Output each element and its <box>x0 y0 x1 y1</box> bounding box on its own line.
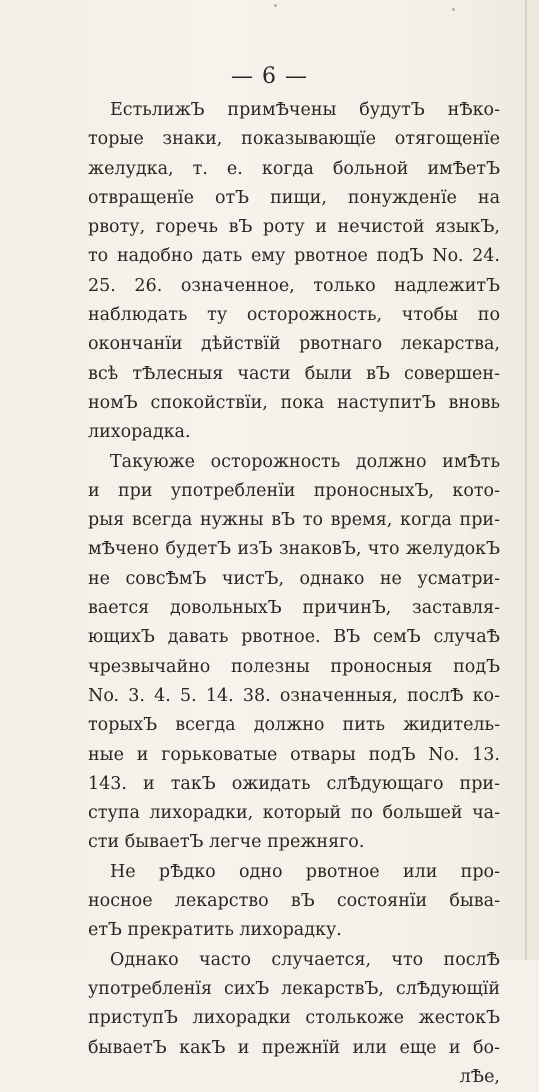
text-line: лѢе, <box>459 1066 500 1087</box>
text-line: наблюдать ту осторожность, чтобы по <box>88 305 500 326</box>
text-line: вается довольныхЪ причинЪ, заставля- <box>88 598 500 619</box>
text-line: окончанїи дѣйствїй рвотнаго лекарства, <box>88 334 500 355</box>
text-line: ные и горьковатые отвары подЪ No. 13. <box>88 744 500 765</box>
text-line: торыхЪ всегда должно пить жидитель- <box>88 715 500 736</box>
paper-speck <box>452 8 455 11</box>
text-line: Не рѢдко одно рвотное или про- <box>110 861 500 882</box>
text-line: ступа лихорадки, который по большей ча- <box>88 803 500 824</box>
body-text <box>88 96 500 1092</box>
text-line: то надобно дать ему рвотное подЪ No. 24. <box>88 246 500 267</box>
text-line: номЪ спокойствїи, пока наступитЪ вновь <box>88 392 500 413</box>
paper-speck <box>274 4 277 7</box>
text-line: 143. и такЪ ожидать слѢдующаго при- <box>88 773 500 794</box>
page-number: — 6 — <box>231 64 308 89</box>
text-line: рыя всегда нужны вЪ то время, когда при- <box>88 510 500 531</box>
text-line: торые знаки, показывающїе отягощенїе <box>88 129 500 150</box>
text-line: лихорадка. <box>88 422 191 443</box>
text-line: етЪ прекратить лихорадку. <box>88 920 342 941</box>
page-edge <box>525 0 527 960</box>
text-line: всѣ тѢлесныя части были вЪ совершен- <box>88 363 500 384</box>
text-line: чрезвычайно полезны проносныя подЪ <box>88 656 500 677</box>
text-line: отвращенїе отЪ пищи, понужденїе на <box>88 187 500 208</box>
text-line: не совсѢмЪ чистЪ, однако не усматри- <box>88 568 500 589</box>
text-line: сти бываетЪ легче прежняго. <box>88 832 365 853</box>
text-line: употребленїя сихЪ лекарствЪ, слѢдующїй <box>88 978 500 999</box>
text-line: ЕстьлижЪ примѢчены будутЪ нѢко- <box>110 100 500 120</box>
text-line: носное лекарство вЪ состоянїи быва- <box>88 891 500 912</box>
text-line: желудка, т. е. когда больной имѢетЪ <box>88 158 500 179</box>
text-line: Такуюже осторожность должно имѢть <box>110 451 500 472</box>
text-line: рвоту, горечь вЪ роту и нечистой языкЪ, <box>88 217 500 238</box>
text-line: No. 3. 4. 5. 14. 38. означенныя, послѢ ко- <box>88 685 500 706</box>
text-line: приступЪ лихорадки столькоже жестокЪ <box>88 1008 500 1029</box>
text-line: ющихЪ давать рвотное. ВЪ семЪ случаѢ <box>88 627 500 648</box>
text-line: и при употребленїи проносныхЪ, кото- <box>88 480 500 501</box>
text-line: 25. 26. означенное, только надлежитЪ <box>88 275 500 296</box>
text-line: Однако часто случается, что послѢ <box>110 949 500 970</box>
text-line: мѢчено будетЪ изЪ знаковЪ, что желудокЪ <box>88 539 500 560</box>
text-line: бываетЪ какЪ и прежнїй или еще и бо- <box>88 1037 500 1058</box>
